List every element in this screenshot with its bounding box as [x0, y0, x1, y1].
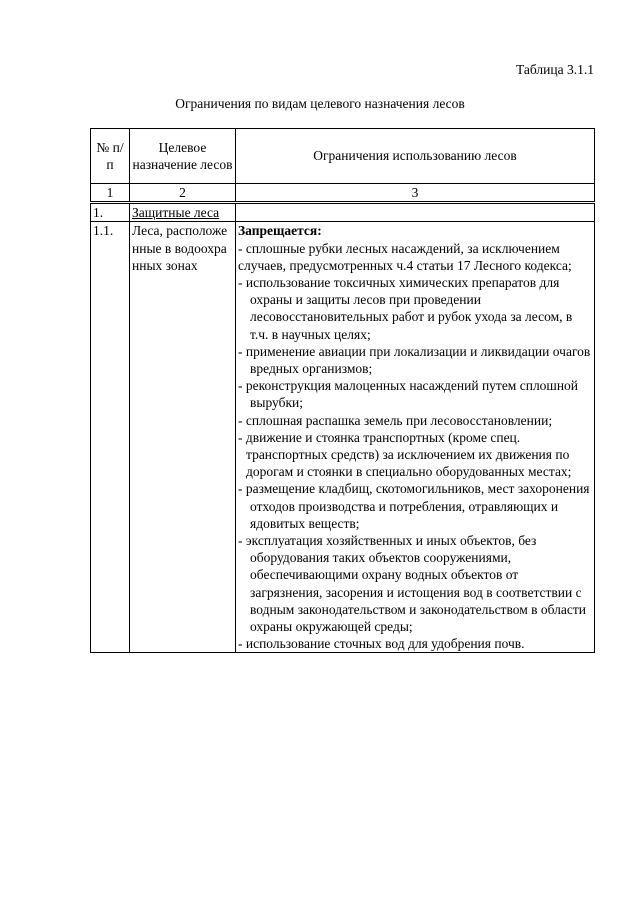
restriction-item: - эксплуатация хозяйственных и иных объектов, без оборудования таких объектов сооружениями, обеспечивающими охрану водных объектов от загрязнения, засорения и истощения вод в соответствии с водным законодательством и законодательством в области охраны окружающей среды;	[238, 533, 587, 635]
header-purpose: Целевое назначение лесов	[130, 129, 236, 184]
column-number: 1	[91, 184, 130, 203]
restriction-item: - размещение кладбищ, скотомогильников, мест захоронения отходов производства и потребления, отравляющих и ядовитых веществ;	[238, 481, 590, 531]
restriction-item: - движение и стоянка транспортных (кроме спец. транспортных средств) за исключением их движения по дорогам и стоянки в специально оборудованных местах;	[238, 429, 572, 480]
restriction-lead: Запрещается:	[238, 223, 322, 239]
restriction-item: - использование токсичных химических препаратов для охраны и защиты лесов при проведении лесовосстановительных работ и рубок ухода за лесом, в т.ч. в научных целях;	[238, 275, 573, 342]
table-header-row	[91, 129, 595, 184]
restriction-item: - применение авиации при локализации и ликвидации очагов вредных организмов;	[238, 343, 591, 377]
row-purpose: Леса, расположенные в водоохранных зонах	[130, 222, 236, 653]
section-name: Защитные леса	[130, 203, 236, 222]
column-number: 3	[236, 184, 595, 203]
restriction-item: - сплошная распашка земель при лесовосстановлении;	[238, 412, 553, 428]
header-num: № п/п	[91, 129, 130, 184]
column-number: 2	[130, 184, 236, 203]
row-restrictions	[236, 222, 595, 653]
header-restrictions: Ограничения использованию лесов	[236, 129, 595, 184]
section-row	[91, 203, 595, 222]
restriction-item: - использование сточных вод для удобрения почв.	[238, 636, 525, 652]
section-num: 1.	[91, 203, 130, 222]
table-title: Ограничения по видам целевого назначения лесов	[175, 96, 465, 111]
restriction-item: - сплошные рубки лесных насаждений, за исключением случаев, предусмотренных ч.4 статьи 17 Лесного кодекса;	[238, 240, 572, 273]
restriction-item: - реконструкция малоценных насаждений путем сплошной вырубки;	[238, 378, 579, 411]
restrictions-table	[90, 128, 595, 653]
table-row	[91, 222, 595, 653]
row-num: 1.1.	[91, 222, 130, 653]
table-caption: Таблица 3.1.1	[516, 62, 594, 77]
section-empty-cell	[236, 203, 595, 222]
column-number-row	[91, 184, 595, 203]
